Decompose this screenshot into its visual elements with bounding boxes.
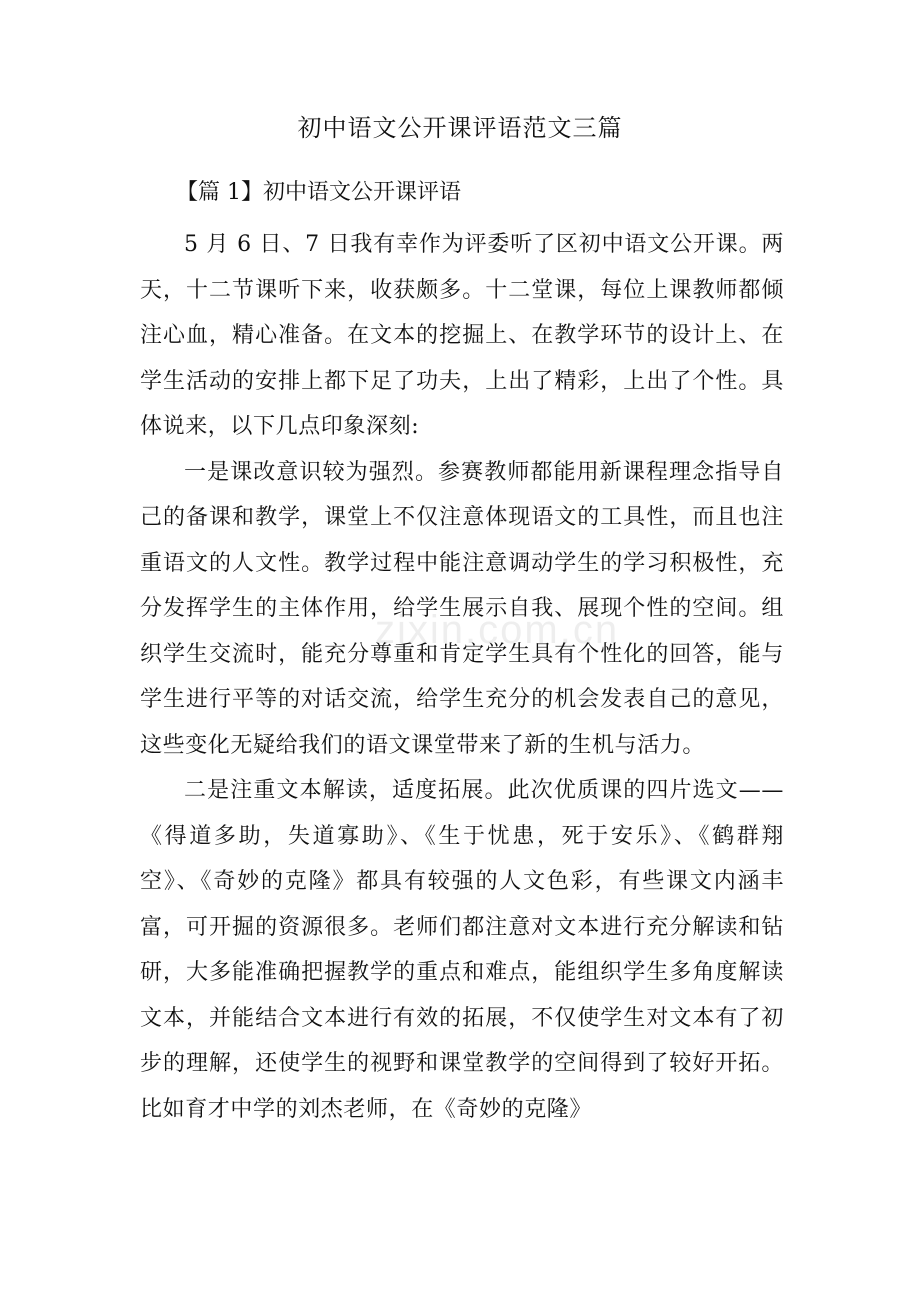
section-heading: 【篇 1】初中语文公开课评语: [176, 180, 461, 205]
document-body: [140, 222, 784, 1132]
paragraph-point-two: 二是注重文本解读，适度拓展。此次优质课的四片选文——《得道多助，失道寡助》、《生于忧患，死于安乐》、《鹤群翔空》、《奇妙的克隆》都具有较强的人文色彩，有些课文内涵丰富，可开掘的资源很多。老师们都注意对文本进行充分解读和钻研，大多能准确把握教学的重点和难点，能组织学生多角度解读文本，并能结合文本进行有效的拓展，不仅使学生对文本有了初步的理解，还使学生的视野和课堂教学的空间得到了较好开拓。比如育才中学的刘杰老师，在《奇妙的克隆》: [140, 778, 784, 1122]
watermark: zixin.com.cn: [375, 608, 620, 652]
paragraph-intro: 5 月 6 日、7 日我有幸作为评委听了区初中语文公开课。两天，十二节课听下来，收获颇多。十二堂课，每位上课教师都倾注心血，精心准备。在文本的挖掘上、在教学环节的设计上、在学生活动的安排上都下足了功夫，上出了精彩，上出了个性。具体说来，以下几点印象深刻:: [140, 232, 784, 439]
document-title: 初中语文公开课评语范文三篇: [297, 114, 623, 142]
paragraph-point-one: 一是课改意识较为强烈。参赛教师都能用新课程理念指导自己的备课和教学，课堂上不仅注意体现语文的工具性，而且也注重语文的人文性。教学过程中能注意调动学生的学习积极性，充分发挥学生的主体作用，给学生展示自我、展现个性的空间。组织学生交流时，能充分尊重和肯定学生具有个性化的回答，能与学生进行平等的对话交流，给学生充分的机会发表自己的意见，这些变化无疑给我们的语文课堂带来了新的生机与活力。: [140, 459, 784, 758]
